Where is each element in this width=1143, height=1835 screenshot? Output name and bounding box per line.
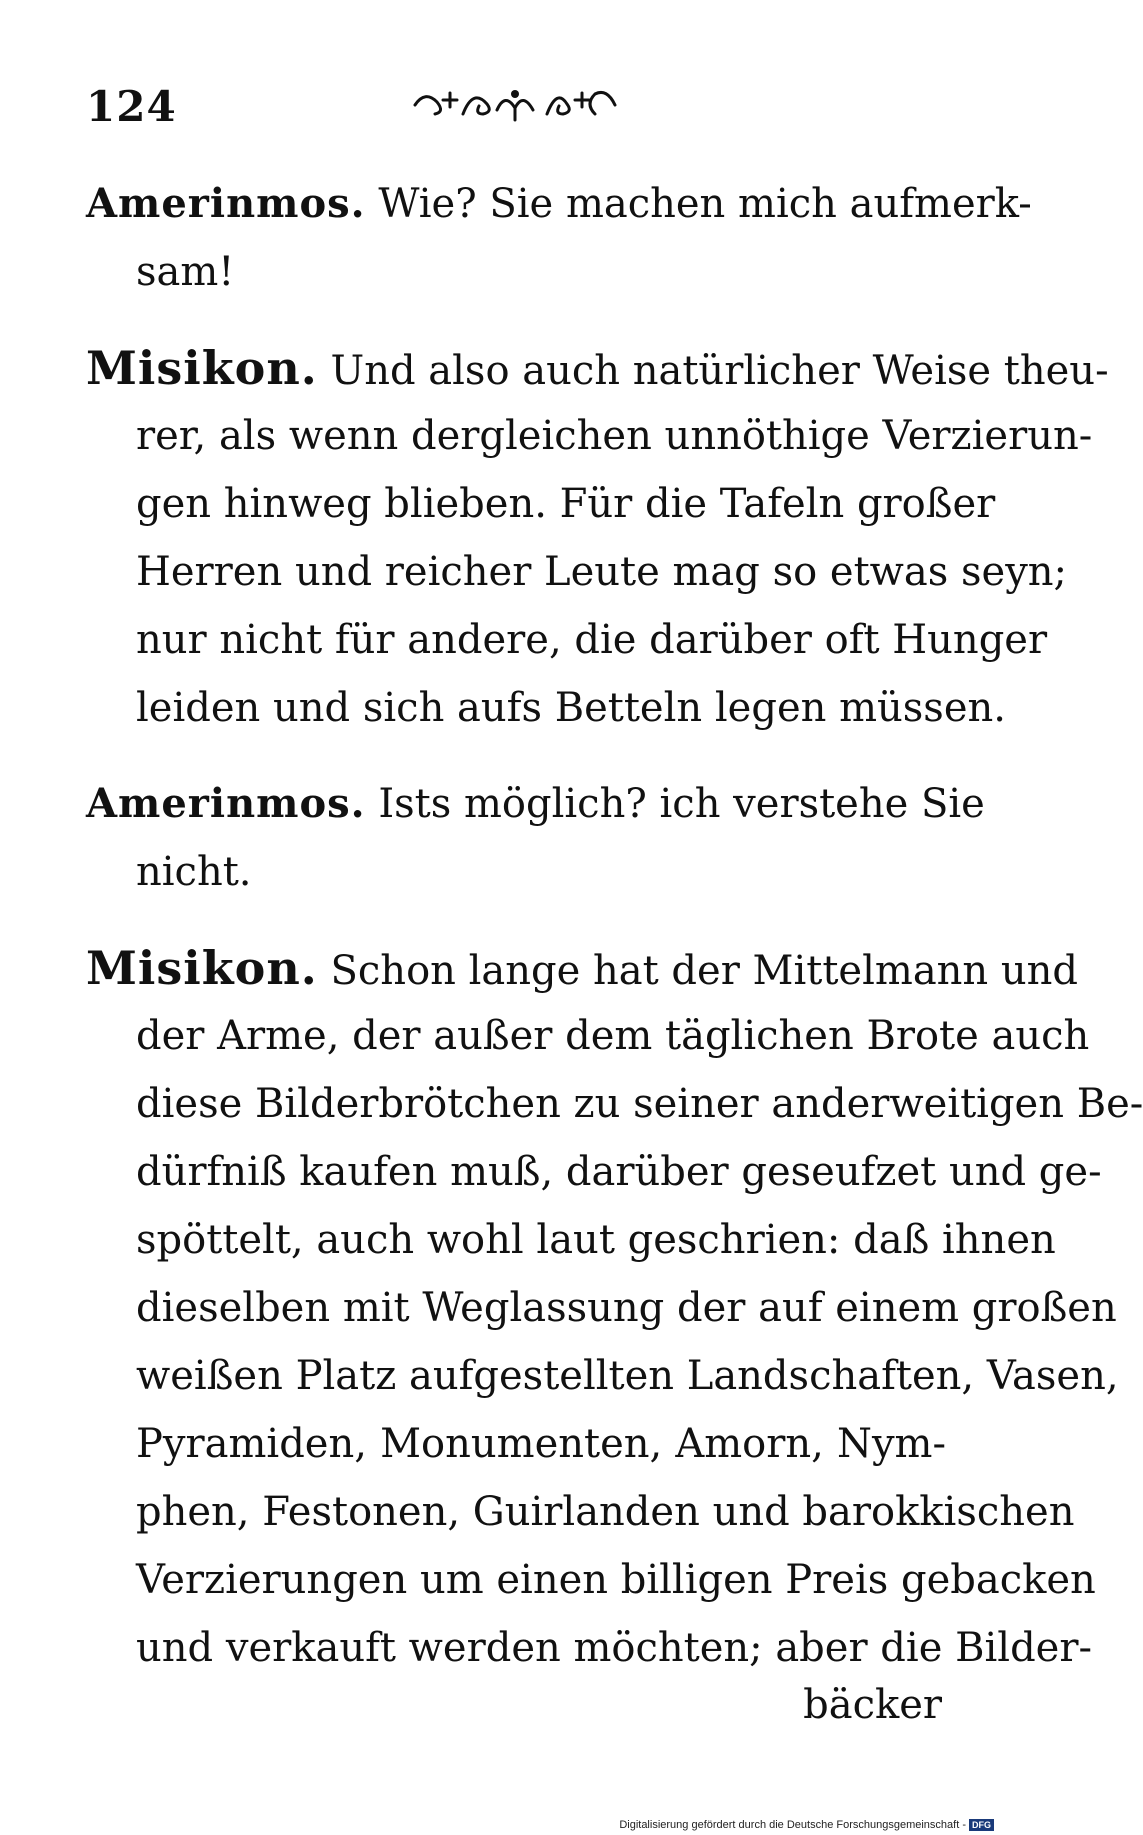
text-line [86, 1138, 1102, 1206]
text-line [86, 170, 1032, 238]
line-text: nur nicht für andere, die darüber oft Hunger [136, 617, 1048, 663]
text-line [86, 934, 1079, 1002]
line-text: dieselben mit Weglassung der auf einem großen [136, 1285, 1117, 1331]
digitization-footer [619, 1819, 994, 1831]
line-text: diese Bilderbrötchen zu seiner anderweitigen Be- [136, 1081, 1143, 1127]
text-line [86, 538, 1068, 606]
line-text: sam! [136, 249, 235, 295]
speaker-name: Amerinmos. [86, 780, 366, 827]
line-text: phen, Festonen, Guirlanden und barokkischen [136, 1489, 1075, 1535]
text-line [86, 1206, 1056, 1274]
line-text: Verzierungen um einen billigen Preis gebacken [136, 1557, 1096, 1603]
text-line [86, 674, 1006, 742]
line-text: Ists möglich? ich verstehe Sie [378, 781, 985, 827]
text-line [86, 606, 1048, 674]
text-line [86, 1546, 1096, 1614]
speech [86, 334, 1109, 742]
line-text: Herren und reicher Leute mag so etwas seyn; [136, 549, 1068, 595]
line-text: dürfniß kaufen muß, darüber geseufzet und ge- [136, 1149, 1102, 1195]
speech [86, 170, 1032, 306]
text-line [86, 402, 1093, 470]
text-line [86, 1002, 1090, 1070]
line-text: weißen Platz aufgestellten Landschaften, Vasen, [136, 1353, 1119, 1399]
line-text: spöttelt, auch wohl laut geschrien: daß ihnen [136, 1217, 1056, 1263]
line-text: Pyramiden, Monumenten, Amorn, Nym- [136, 1421, 946, 1467]
text-line [86, 838, 946, 906]
catchword: bäcker [803, 1682, 942, 1728]
line-text: Und also auch natürlicher Weise theu- [330, 348, 1109, 394]
text-line [86, 238, 946, 306]
text-line [86, 1478, 1075, 1546]
text-line [86, 1342, 1119, 1410]
speaker-name: Misikon. [86, 941, 318, 995]
line-text: Schon lange hat der Mittelmann und [330, 948, 1079, 994]
text-line [86, 770, 985, 838]
line-text: Wie? Sie machen mich aufmerk- [378, 181, 1032, 227]
line-text: rer, als wenn dergleichen unnöthige Verzierun- [136, 413, 1093, 459]
dfg-logo: DFG [969, 1819, 994, 1831]
speech [86, 934, 1143, 1682]
speaker-name: Misikon. [86, 341, 318, 395]
footer-text: Digitalisierung gefördert durch die Deutsche Forschungsgemeinschaft - [619, 1819, 966, 1831]
line-text: gen hinweg blieben. Für die Tafeln großer [136, 481, 996, 527]
speaker-name: Amerinmos. [86, 180, 366, 227]
text-line [86, 1410, 946, 1478]
line-text: leiden und sich aufs Betteln legen müssen. [136, 685, 1006, 731]
line-text: und verkauft werden möchten; aber die Bilder- [136, 1625, 1092, 1671]
text-line [86, 334, 1109, 402]
line-text: der Arme, der außer dem täglichen Brote auch [136, 1013, 1090, 1059]
text-block [86, 170, 1143, 1750]
text-line [86, 1614, 1092, 1682]
text-line [86, 470, 996, 538]
speech [86, 770, 985, 906]
text-line [86, 1070, 1143, 1138]
text-line [86, 1274, 1117, 1342]
ornament-icon [405, 80, 625, 130]
line-text: nicht. [136, 849, 252, 895]
page-number: 124 [86, 82, 177, 131]
